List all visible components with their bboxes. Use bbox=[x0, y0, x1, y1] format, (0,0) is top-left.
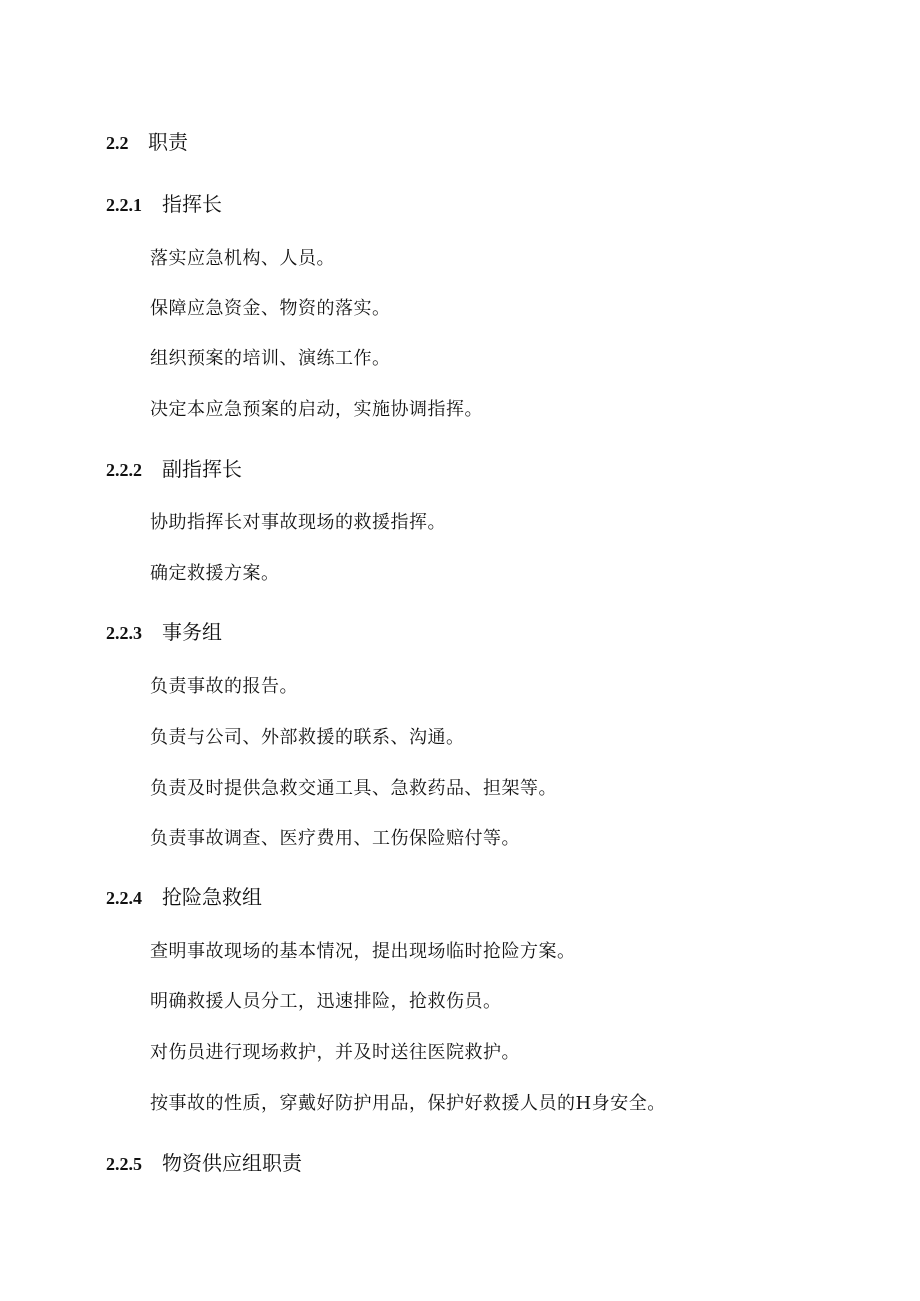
section-number: 2.2.2 bbox=[106, 460, 142, 480]
paragraph: 落实应急机构、人员。 bbox=[150, 248, 335, 269]
paragraph: 对伤员进行现场救护，并及时送往医院救护。 bbox=[150, 1042, 520, 1063]
section-title: 事务组 bbox=[162, 620, 222, 644]
paragraph: 负责及时提供急救交通工具、急救药品、担架等。 bbox=[150, 778, 557, 799]
section-heading-2-2-2 bbox=[106, 455, 242, 483]
paragraph: 查明事故现场的基本情况，提出现场临时抢险方案。 bbox=[150, 941, 576, 962]
section-number: 2.2.1 bbox=[106, 195, 142, 215]
section-heading-2-2-1 bbox=[106, 190, 222, 218]
paragraph: 明确救援人员分工，迅速排险，抢救伤员。 bbox=[150, 991, 502, 1012]
paragraph: 保障应急资金、物资的落实。 bbox=[150, 298, 391, 319]
section-heading-2-2 bbox=[106, 128, 188, 156]
section-number: 2.2.4 bbox=[106, 888, 142, 908]
paragraph: 决定本应急预案的启动，实施协调指挥。 bbox=[150, 399, 483, 420]
section-number: 2.2.3 bbox=[106, 623, 142, 643]
section-heading-2-2-3 bbox=[106, 618, 222, 646]
section-heading-2-2-4 bbox=[106, 883, 262, 911]
paragraph: 负责事故的报告。 bbox=[150, 676, 298, 697]
section-title: 副指挥长 bbox=[162, 457, 242, 481]
section-heading-2-2-5 bbox=[106, 1149, 302, 1177]
section-number: 2.2 bbox=[106, 133, 129, 153]
paragraph: 确定救援方案。 bbox=[150, 563, 280, 584]
paragraph: 协助指挥长对事故现场的救援指挥。 bbox=[150, 512, 446, 533]
paragraph: 负责与公司、外部救援的联系、沟通。 bbox=[150, 727, 465, 748]
section-number: 2.2.5 bbox=[106, 1154, 142, 1174]
section-title: 抢险急救组 bbox=[162, 885, 262, 909]
section-title: 物资供应组职责 bbox=[162, 1151, 302, 1175]
section-title: 指挥长 bbox=[162, 192, 222, 216]
paragraph: 按事故的性质，穿戴好防护用品，保护好救援人员的H身安全。 bbox=[150, 1093, 666, 1114]
paragraph: 组织预案的培训、演练工作。 bbox=[150, 348, 391, 369]
paragraph: 负责事故调查、医疗费用、工伤保险赔付等。 bbox=[150, 828, 520, 849]
section-title: 职责 bbox=[148, 130, 188, 154]
